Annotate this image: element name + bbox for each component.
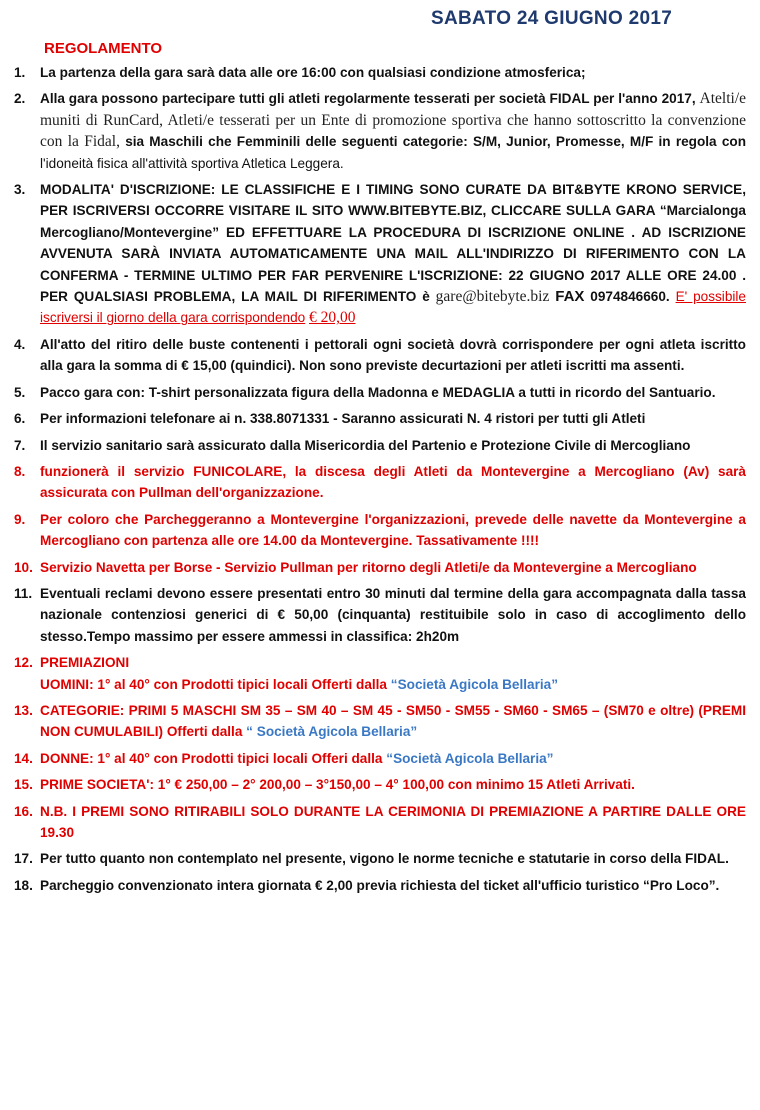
- rule-number: 11.: [14, 585, 33, 601]
- rule-number: 3.: [14, 182, 26, 198]
- rule-number: 12.: [14, 655, 33, 671]
- women-awards: DONNE: 1° al 40° con Prodotti tipici locali Offeri dalla: [40, 750, 383, 766]
- rule-4: [14, 334, 746, 377]
- rule-9: [14, 509, 746, 552]
- rule-18: [14, 875, 746, 896]
- rule-text: Per coloro che Parcheggeranno a Montevergine l'organizzazioni, prevede delle navette da Montevergine a Mercogliano con partenza alle ore 14.00 da Montevergine. Tassativamente !!!!: [40, 511, 746, 549]
- rule-17: [14, 848, 746, 869]
- rule-number: 6.: [14, 411, 26, 427]
- rule-text: Eventuali reclami devono essere presentati entro 30 minuti dal termine della gara accompagnata dalla tassa nazionale contenziosi generici di € 50,00 (cinquanta) restituibile solo in caso di accoglimento dello stesso.Tempo massimo per essere ammessi in classifica: 2h20m: [40, 585, 746, 644]
- rule-text: Per tutto quanto non contemplato nel presente, vigono le norme tecniche e statutarie in corso della FIDAL.: [40, 851, 729, 867]
- rule-2-part-b: Atelti/e muniti di RunCard, Atleti/e tesserati per un Ente di promozione sportiva che hanno sottoscritto la convenzione con la Fidal,: [40, 90, 747, 151]
- rule-11: [14, 583, 746, 647]
- rule-number: 13.: [14, 702, 33, 718]
- rule-text: Per informazioni telefonare ai n. 338.8071331 - Saranno assicurati N. 4 ristori per tutti gli Atleti: [40, 411, 646, 427]
- rule-number: 10.: [14, 559, 33, 575]
- rule-12: [14, 652, 746, 695]
- rule-15: [14, 774, 746, 795]
- men-awards: UOMINI: 1° al 40° con Prodotti tipici locali Offerti dalla: [40, 676, 387, 692]
- awards-heading: PREMIAZIONI: [40, 655, 130, 671]
- rule-16: [14, 801, 746, 844]
- rule-10: [14, 557, 746, 578]
- rule-14: [14, 748, 746, 769]
- rule-text: La partenza della gara sarà data alle ore 16:00 con qualsiasi condizione atmosferica;: [40, 65, 586, 80]
- rule-number: 18.: [14, 877, 33, 893]
- event-date: SABATO 24 GIUGNO 2017: [431, 8, 673, 29]
- category-awards: CATEGORIE: PRIMI 5 MASCHI SM 35 – SM 40 – SM 45 - SM50 - SM55 - SM60 - SM65 – (SM70 e oltre) (PREMI NON CUMULABILI) Offerti dalla: [40, 702, 746, 740]
- rule-text: [40, 652, 746, 695]
- rule-text: [40, 88, 746, 174]
- rule-2-part-d: l'idoneità fisica all'attività sportiva Atletica Leggera.: [40, 155, 344, 171]
- rule-text: PRIME SOCIETA': 1° € 250,00 – 2° 200,00 – 3°150,00 – 4° 100,00 con minimo 15 Atleti Arrivati.: [40, 777, 635, 793]
- rule-number: 9.: [14, 511, 26, 527]
- rule-number: 1.: [14, 65, 26, 80]
- rule-text: Parcheggio convenzionato intera giornata € 2,00 previa richiesta del ticket all'ufficio turistico “Pro Loco”.: [40, 877, 720, 893]
- same-day-registration-link[interactable]: E' possibile iscriversi il giorno della gara corrispondendo: [40, 289, 746, 326]
- rule-text: All'atto del ritiro delle buste contenenti i pettorali ogni società dovrà corrispondere per ogni atleta iscritto alla gara la somma di € 15,00 (quindici). Non sono previste decurtazioni per atleti iscritti ma assenti.: [40, 336, 746, 374]
- rule-text: [40, 700, 746, 743]
- rule-2-part-c: sia Maschili che Femminili delle seguenti categorie: S/M, Junior, Promesse, M/F in regola con: [125, 134, 747, 150]
- same-day-fee[interactable]: € 20,00: [309, 309, 356, 327]
- rule-number: 16.: [14, 803, 33, 819]
- fax-label: FAX: [555, 288, 585, 306]
- rule-13: [14, 700, 746, 743]
- rule-5: [14, 382, 746, 403]
- rule-2-part-a: Alla gara possono partecipare tutti gli atleti regolarmente tesserati per società FIDAL per l'anno 2017,: [40, 91, 696, 107]
- rule-number: 2.: [14, 91, 26, 107]
- rule-text: funzionerà il servizio FUNICOLARE, la discesa degli Atleti da Montevergine a Mercogliano (Av) sarà assicurata con Pullman dell'organizzazione.: [40, 463, 746, 501]
- rule-number: 14.: [14, 750, 33, 766]
- rule-text: Servizio Navetta per Borse - Servizio Pullman per ritorno degli Atleti/e da Montevergine a Mercogliano: [40, 559, 697, 575]
- rule-3: [14, 179, 746, 329]
- registration-email[interactable]: gare@bitebyte.biz: [435, 288, 550, 306]
- rule-6: [14, 408, 746, 429]
- rule-1: [14, 62, 746, 83]
- rule-7: [14, 435, 746, 456]
- rule-number: 5.: [14, 384, 26, 400]
- rule-number: 7.: [14, 437, 26, 453]
- sponsor-name: “ Società Agicola Bellaria”: [242, 724, 418, 740]
- rule-2: [14, 88, 746, 174]
- rule-text: N.B. I PREMI SONO RITIRABILI SOLO DURANTE LA CERIMONIA DI PREMIAZIONE A PARTIRE DALLE ORE 19.30: [40, 803, 746, 840]
- rule-number: 15.: [14, 777, 33, 793]
- rules-list: [14, 62, 746, 901]
- rule-text: [40, 748, 746, 769]
- document-title: REGOLAMENTO: [44, 40, 163, 57]
- rule-number: 17.: [14, 851, 33, 867]
- rule-text: [40, 179, 746, 329]
- sponsor-name: “Società Agicola Bellaria”: [390, 676, 558, 692]
- rule-number: 4.: [14, 336, 26, 352]
- rule-number: 8.: [14, 463, 26, 479]
- rule-8: [14, 461, 746, 504]
- rule-text: Il servizio sanitario sarà assicurato dalla Misericordia del Partenio e Protezione Civile di Mercogliano: [40, 437, 691, 453]
- rule-3-registration: MODALITA' D'ISCRIZIONE: LE CLASSIFICHE E I TIMING SONO CURATE DA BIT&BYTE KRONO SERVICE, PER ISCRIVERSI OCCORRE VISITARE IL SITO WWW.BITEBYTE.BIZ, CLICCARE SULLA GARA “Marcialonga Mercogliano/Montevergine” ED EFFETTUARE LA PROCEDURA DI ISCRIZIONE ONLINE . AD ISCRIZIONE AVVENUTA SARÀ INVIATA AUTOMATICAMENTE UNA MAIL ALL'INDIRIZZO DI RIFERIMENTO CON LA CONFERMA - TERMINE ULTIMO PER FAR PERVENIRE L'ISCRIZIONE: 22 GIUGNO 2017 ALLE ORE 24.00 . PER QUALSIASI PROBLEMA, LA MAIL DI RIFERIMENTO è: [40, 182, 746, 305]
- rule-text: Pacco gara con: T-shirt personalizzata figura della Madonna e MEDAGLIA a tutti in ricordo del Santuario.: [40, 384, 716, 400]
- sponsor-name: “Società Agicola Bellaria”: [386, 750, 554, 766]
- fax-number: 0974846660.: [590, 289, 670, 305]
